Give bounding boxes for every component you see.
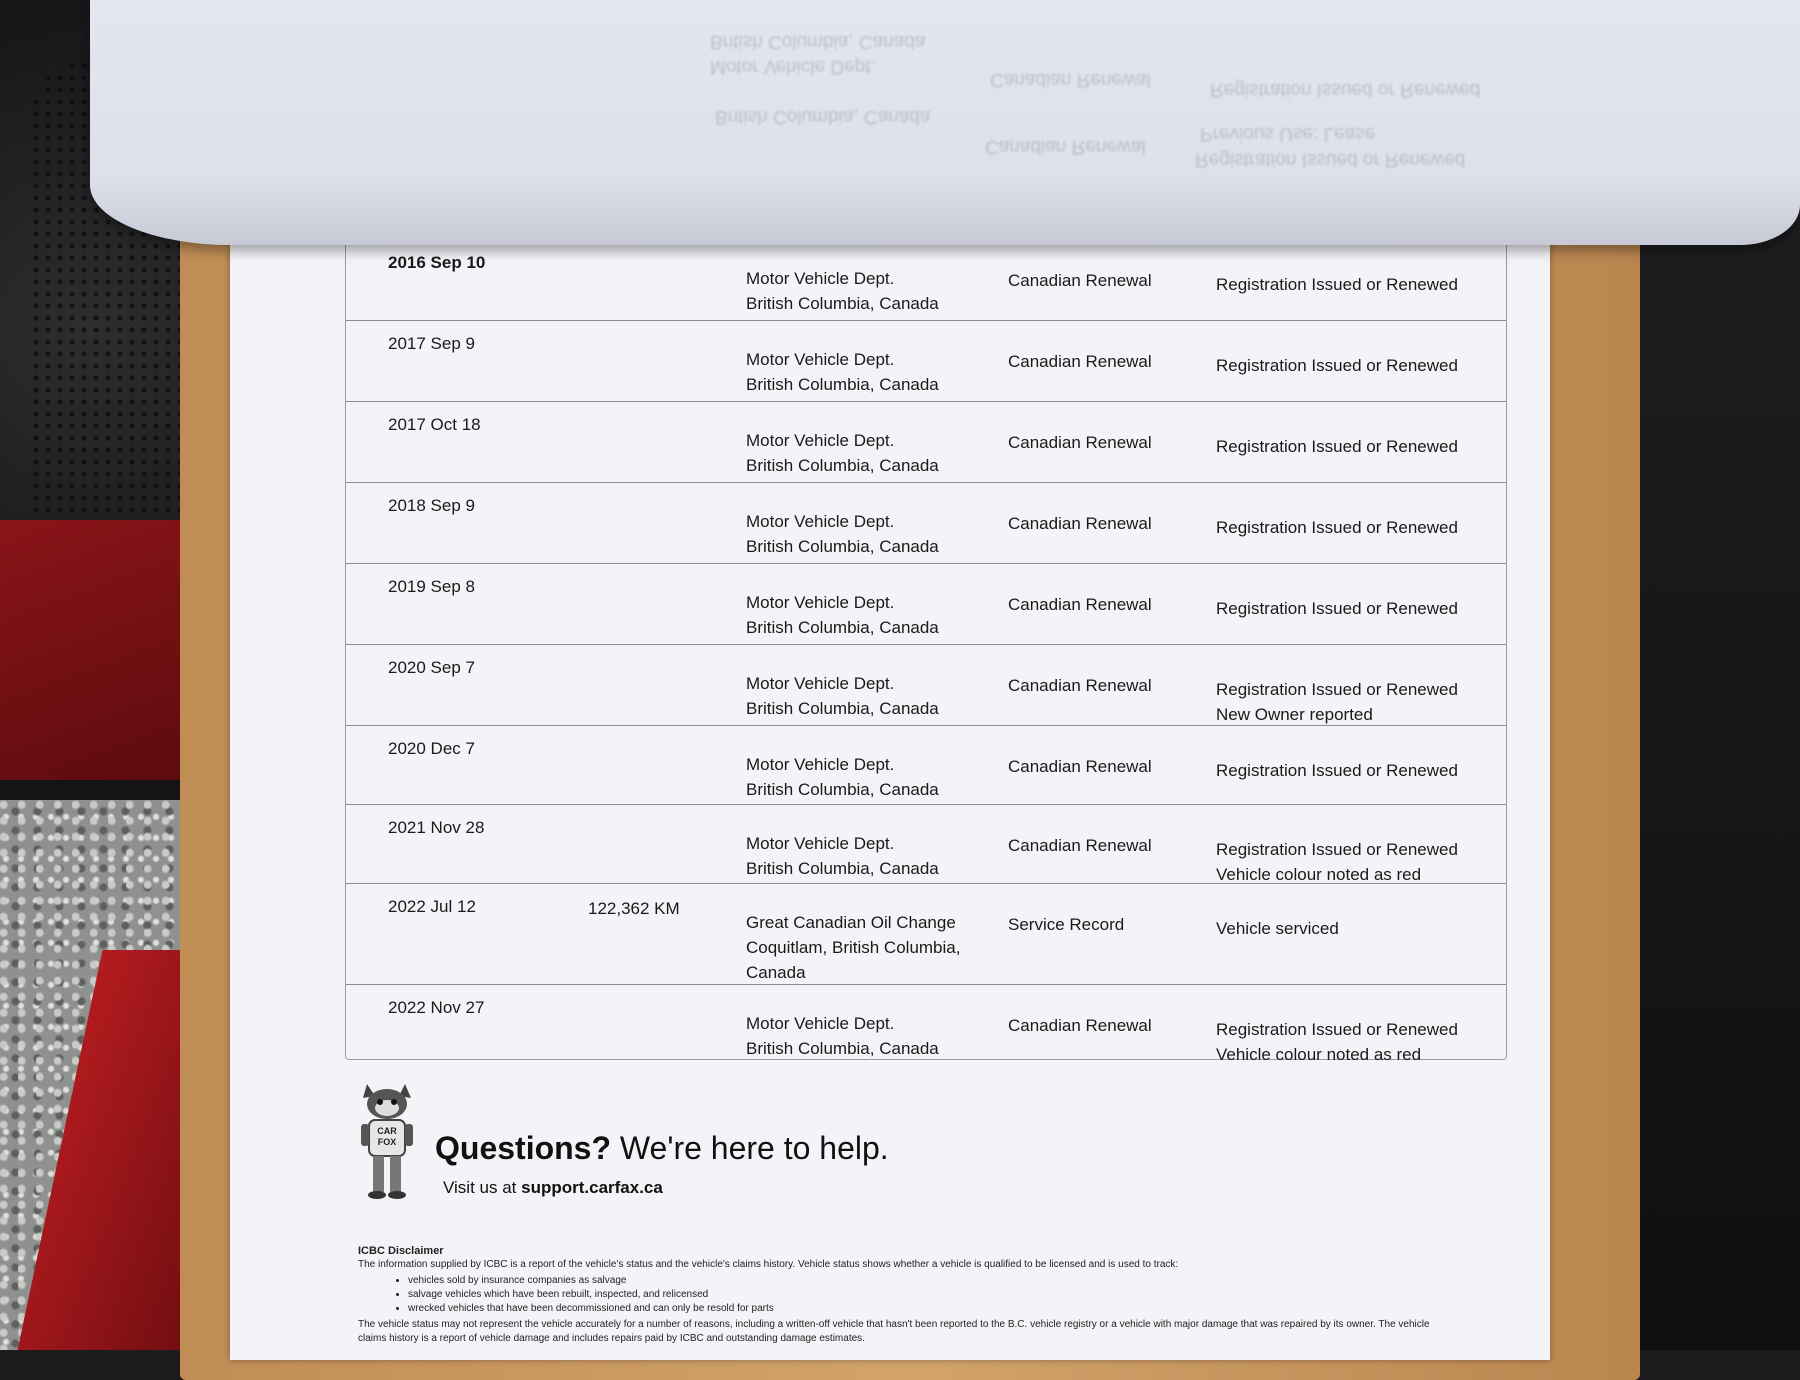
disclaimer-list [358,1274,1438,1316]
row-source-line: Motor Vehicle Dept. [746,674,895,693]
history-row [346,726,1506,805]
row-details-line: Registration Issued or Renewed [1216,275,1458,294]
row-details [1216,1017,1458,1067]
row-date: 2019 Sep 8 [388,577,475,596]
row-source-line: British Columbia, Canada [746,859,939,878]
row-details-line: Registration Issued or Renewed [1216,599,1458,618]
row-source [746,671,939,721]
ghost-text: Canadian Renewal [985,136,1146,157]
row-source-line: Motor Vehicle Dept. [746,593,895,612]
row-record-type: Canadian Renewal [1008,595,1152,614]
row-details-line: Registration Issued or Renewed [1216,1020,1458,1039]
row-details-line: New Owner reported [1216,705,1373,724]
history-row [346,805,1506,884]
carfox-mascot-icon [355,1078,419,1203]
row-details [1216,596,1458,621]
row-source-line: Motor Vehicle Dept. [746,755,895,774]
history-row [346,240,1506,321]
disclaimer-bullet: • vehicles sold by insurance companies as salvage [408,1274,1438,1288]
row-record-type: Canadian Renewal [1008,1016,1152,1035]
row-record-type: Canadian Renewal [1008,352,1152,371]
row-source-line: British Columbia, Canada [746,1039,939,1058]
history-row [346,564,1506,645]
ghost-text: Registration Issued or Renewed [1195,149,1466,170]
history-row [346,884,1506,985]
row-details [1216,515,1458,540]
disclaimer-title: ICBC Disclaimer [358,1245,444,1257]
row-details-line: Registration Issued or Renewed [1216,761,1458,780]
row-source-line: Coquitlam, British Columbia, [746,938,961,957]
history-row [346,985,1506,1064]
row-record-type: Canadian Renewal [1008,836,1152,855]
row-date: 2020 Sep 7 [388,658,475,677]
row-source [746,266,939,316]
ghost-text: Canadian Renewal [990,69,1151,90]
row-details [1216,677,1458,727]
row-source [746,1011,939,1061]
row-record-type: Canadian Renewal [1008,514,1152,533]
history-row [346,645,1506,726]
row-record-type: Canadian Renewal [1008,757,1152,776]
row-details-line: Vehicle colour noted as red [1216,1045,1422,1064]
row-record-type: Canadian Renewal [1008,271,1152,290]
row-source-line: British Columbia, Canada [746,375,939,394]
row-source [746,910,960,985]
row-date: 2020 Dec 7 [388,739,475,758]
ghost-text: Motor Vehicle Dept. [710,56,876,77]
row-date: 2022 Jul 12 [388,897,476,916]
row-details-line: Vehicle serviced [1216,919,1339,938]
curled-previous-page[interactable] [90,0,1800,245]
help-section [355,1078,1455,1208]
row-details [1216,272,1458,297]
ghost-text: Registration Issued or Renewed [1210,79,1481,100]
row-source [746,428,939,478]
help-heading [435,1130,889,1167]
row-record-type: Service Record [1008,915,1125,934]
row-source-line: British Columbia, Canada [746,618,939,637]
row-source-line: British Columbia, Canada [746,780,939,799]
icbc-disclaimer [358,1244,1438,1346]
row-source [746,831,939,881]
svg-text:CAR: CAR [377,1126,397,1136]
ghost-text: Previous Use: Lease [1200,123,1376,144]
row-date: 2017 Oct 18 [388,415,481,434]
row-source-line: British Columbia, Canada [746,537,939,556]
row-details-line: Registration Issued or Renewed [1216,356,1458,375]
history-table [345,240,1507,1064]
row-odometer: 122,362 KM [588,899,680,918]
row-source-line: Motor Vehicle Dept. [746,431,895,450]
row-source [746,590,939,640]
row-details [1216,353,1458,378]
row-date: 2021 Nov 28 [388,818,485,837]
row-source [746,509,939,559]
row-details [1216,837,1458,887]
row-source-line: British Columbia, Canada [746,456,939,475]
row-date: 2016 Sep 10 [388,253,486,272]
svg-text:FOX: FOX [377,1137,397,1147]
help-visit-prefix: Visit us at [443,1178,522,1197]
row-source-line: Canada [746,963,806,982]
history-row [346,402,1506,483]
help-heading-rest: We're here to help. [611,1130,889,1166]
row-details-line: Vehicle colour noted as red [1216,865,1422,884]
ghost-text: British Columbia, Canada [715,106,931,127]
support-link[interactable]: support.carfax.ca [521,1178,663,1197]
row-source-line: Motor Vehicle Dept. [746,350,895,369]
disclaimer-bullet: • salvage vehicles which have been rebuilt, inspected, and relicensed [408,1288,1438,1302]
help-visit-line [443,1178,663,1198]
disclaimer-intro: The information supplied by ICBC is a report of the vehicle's status and the vehicle's claims history. Vehicle status shows whether a vehicle is qualified to be licensed and is used to track: [358,1259,1179,1270]
row-details-line: Registration Issued or Renewed [1216,437,1458,456]
row-source-line: Motor Vehicle Dept. [746,1014,895,1033]
row-date: 2018 Sep 9 [388,496,475,515]
help-heading-bold: Questions? [435,1130,612,1166]
disclaimer-bullet: • wrecked vehicles that have been decommissioned and can only be resold for parts [408,1302,1438,1316]
row-details-line: Registration Issued or Renewed [1216,840,1458,859]
disclaimer-outro: The vehicle status may not represent the vehicle accurately for a number of reasons, including a written-off vehicle that hasn't been reported to the B.C. vehicle registry or a vehicle with major damage that was repaired by its owner. The vehicle claims history is a report of vehicle damage and includes repairs paid by ICBC and outstanding damage estimates. [358,1319,1430,1344]
row-date: 2017 Sep 9 [388,334,475,353]
history-row [346,321,1506,402]
ghost-text: British Columbia, Canada [710,31,926,52]
row-record-type: Canadian Renewal [1008,433,1152,452]
row-details [1216,758,1458,783]
row-details-line: Registration Issued or Renewed [1216,680,1458,699]
history-row [346,483,1506,564]
row-source-line: Motor Vehicle Dept. [746,512,895,531]
row-record-type: Canadian Renewal [1008,676,1152,695]
row-details [1216,916,1339,941]
row-details-line: Registration Issued or Renewed [1216,518,1458,537]
row-source-line: British Columbia, Canada [746,294,939,313]
row-details [1216,434,1458,459]
row-source-line: Motor Vehicle Dept. [746,269,895,288]
row-source [746,347,939,397]
row-date: 2022 Nov 27 [388,998,485,1017]
row-source [746,752,939,802]
row-source-line: British Columbia, Canada [746,699,939,718]
row-source-line: Great Canadian Oil Change [746,913,956,932]
row-source-line: Motor Vehicle Dept. [746,834,895,853]
